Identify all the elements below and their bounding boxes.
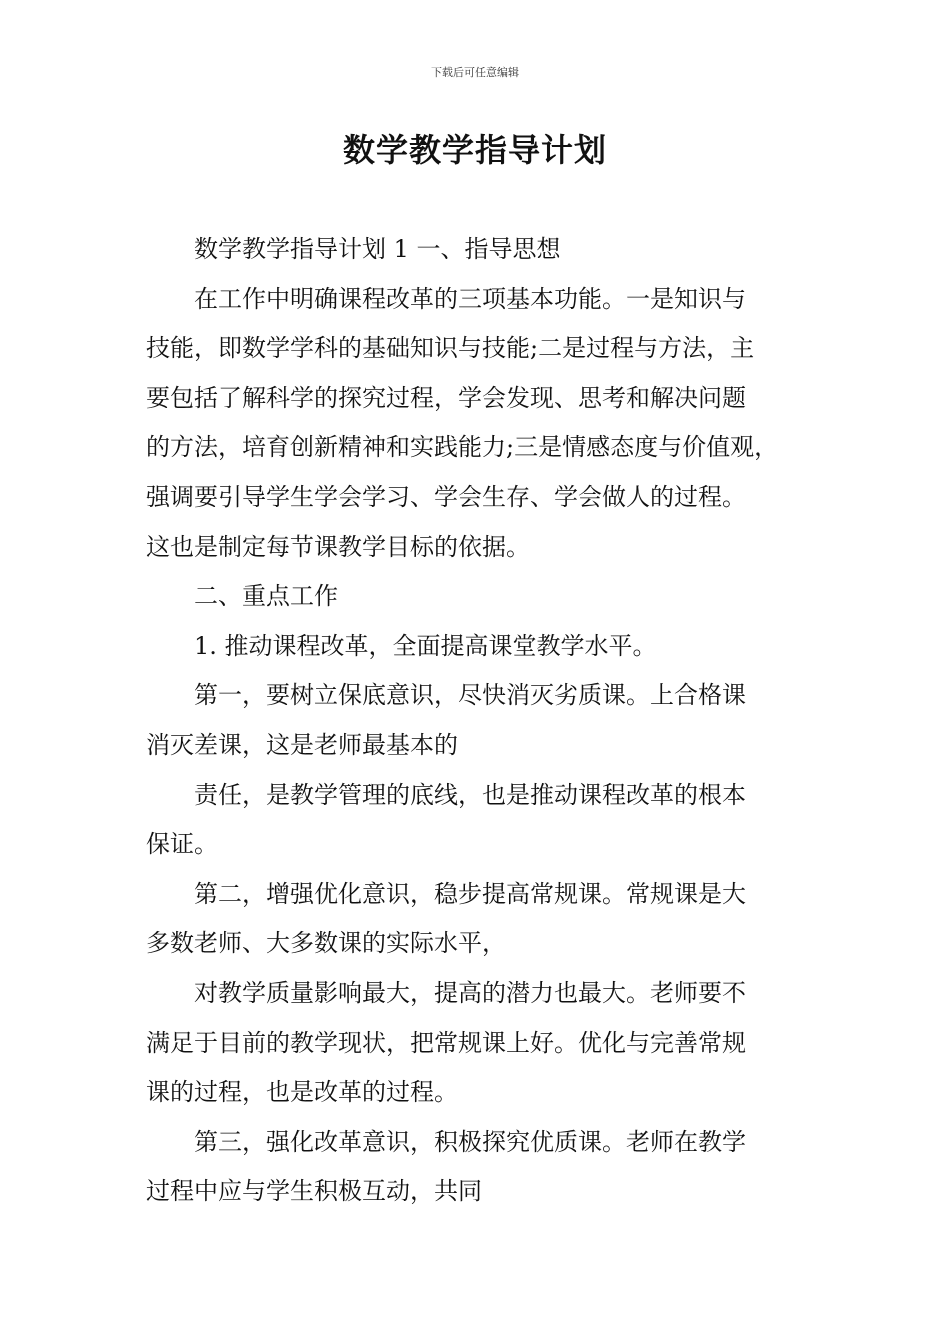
text-line: 二、重点工作 — [194, 582, 338, 611]
paragraph-first — [146, 671, 814, 770]
text-line: 消灭差课，这是老师最基本的 — [146, 730, 458, 759]
text-line: 的方法，培育创新精神和实践能力;三是情感态度与价值观， — [146, 433, 779, 462]
paragraph-guiding-thought — [146, 275, 814, 573]
text-line: 第三，强化改革意识，积极探究优质课。老师在教学 — [194, 1127, 746, 1156]
text-line: 满足于目前的教学现状，把常规课上好。优化与完善常规 — [146, 1028, 746, 1057]
paragraph-quality-impact — [146, 969, 814, 1118]
paragraph-key-work-heading — [146, 572, 814, 622]
text-line: 保证。 — [146, 830, 218, 859]
text-line: 过程中应与学生积极互动，共同 — [146, 1177, 482, 1206]
text-line: 第一，要树立保底意识，尽快消灭劣质课。上合格课 — [194, 681, 746, 710]
text-line: 对教学质量影响最大，提高的潜力也最大。老师要不 — [194, 978, 746, 1007]
text-line: 1. 推动课程改革，全面提高课堂教学水平。 — [194, 631, 657, 660]
text-line: 在工作中明确课程改革的三项基本功能。一是知识与 — [194, 284, 746, 313]
document-title: 数学教学指导计划 — [342, 131, 607, 169]
text-line: 课的过程，也是改革的过程。 — [146, 1078, 458, 1107]
text-line: 第二，增强优化意识，稳步提高常规课。常规课是大 — [194, 879, 746, 908]
paragraph-guiding-heading — [146, 225, 814, 275]
paragraph-second — [146, 870, 814, 969]
text-line: 技能，即数学学科的基础知识与技能;二是过程与方法，主 — [146, 334, 755, 363]
paragraph-third — [146, 1118, 814, 1217]
document-body — [146, 225, 814, 1217]
text-line: 这也是制定每节课教学目标的依据。 — [146, 532, 530, 561]
header-note: 下载后可任意编辑 — [431, 66, 519, 79]
text-line: 责任，是教学管理的底线，也是推动课程改革的根本 — [194, 780, 746, 809]
text-line: 多数老师、大多数课的实际水平， — [146, 929, 506, 958]
text-line: 强调要引导学生学会学习、学会生存、学会做人的过程。 — [146, 482, 746, 511]
text-line: 要包括了解科学的探究过程，学会发现、思考和解决问题 — [146, 383, 746, 412]
text-line: 数学教学指导计划 1 一、指导思想 — [194, 235, 561, 263]
paragraph-item-1 — [146, 622, 814, 672]
paragraph-responsibility — [146, 771, 814, 870]
